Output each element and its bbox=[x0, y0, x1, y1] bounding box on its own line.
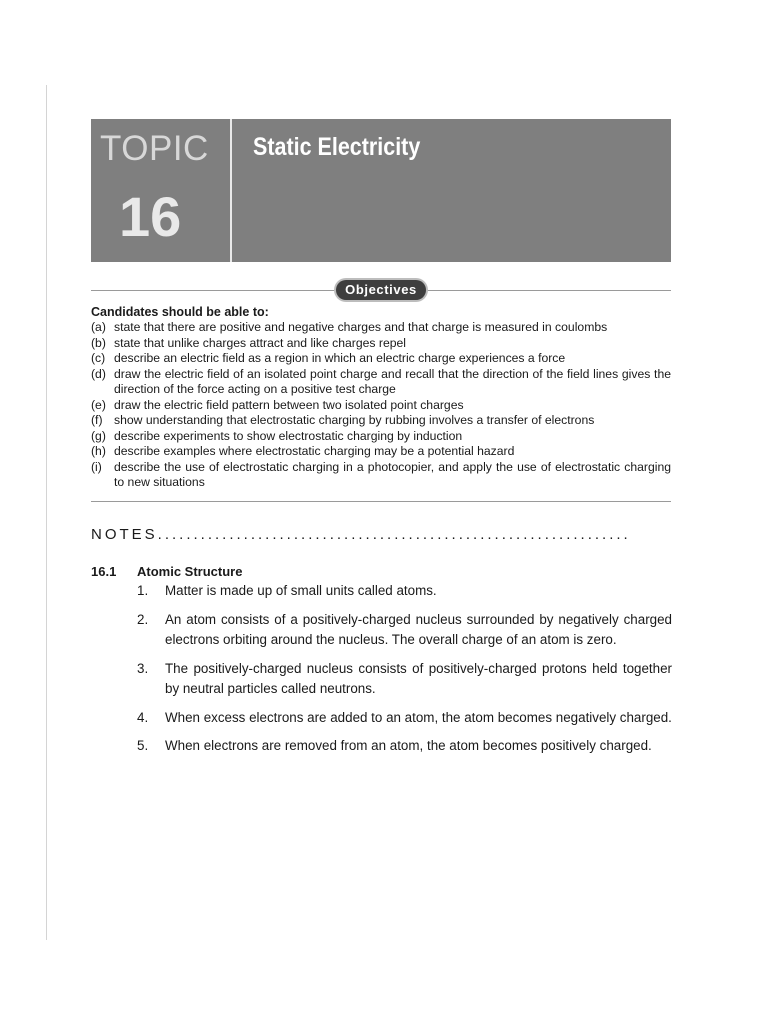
note-number: 3. bbox=[137, 660, 149, 676]
objective-text: state that unlike charges attract and like charges repel bbox=[114, 335, 406, 350]
objectives-divider bbox=[91, 280, 671, 300]
objective-item bbox=[91, 320, 671, 336]
objectives-badge: Objectives bbox=[336, 280, 426, 300]
objective-item bbox=[91, 336, 671, 352]
section-title: Atomic Structure bbox=[137, 564, 243, 579]
note-item bbox=[137, 736, 672, 757]
objective-item bbox=[91, 398, 671, 414]
objective-label: (g) bbox=[91, 428, 106, 443]
objective-label: (a) bbox=[91, 320, 106, 334]
objective-text: draw the electric field of an isolated point charge and recall that the direction of the field lines gives the direction of the force acting on a positive test charge bbox=[114, 366, 671, 396]
objective-text: describe examples where electrostatic charging may be a potential hazard bbox=[114, 444, 515, 458]
topic-title: Static Electricity bbox=[253, 133, 421, 161]
objective-label: (b) bbox=[91, 335, 106, 350]
note-text: Matter is made up of small units called atoms. bbox=[165, 583, 437, 598]
objective-label: (e) bbox=[91, 397, 106, 412]
objective-item bbox=[91, 444, 671, 460]
objective-label: (f) bbox=[91, 413, 103, 427]
note-number: 1. bbox=[137, 583, 149, 598]
note-item bbox=[137, 581, 672, 602]
topic-number: 16 bbox=[119, 185, 182, 248]
objective-text: show understanding that electrostatic charging by rubbing involves a transfer of electrons bbox=[114, 413, 595, 427]
objective-label: (c) bbox=[91, 351, 106, 365]
objective-text: describe the use of electrostatic charging in a photocopier, and apply the use of electrostatic charging to new situations bbox=[114, 459, 671, 489]
objectives-intro: Candidates should be able to: bbox=[91, 305, 269, 319]
objective-text: describe experiments to show electrostatic charging by induction bbox=[114, 428, 463, 443]
objective-item bbox=[91, 460, 671, 491]
topic-box bbox=[91, 119, 232, 262]
objective-label: (i) bbox=[91, 459, 102, 474]
objective-item bbox=[91, 367, 671, 398]
objectives-list bbox=[91, 320, 671, 491]
objective-label: (d) bbox=[91, 366, 106, 381]
objective-item bbox=[91, 429, 671, 445]
objective-label: (h) bbox=[91, 444, 106, 458]
note-number: 4. bbox=[137, 709, 149, 725]
section-number: 16.1 bbox=[91, 564, 117, 579]
page-margin-line bbox=[46, 85, 47, 940]
note-item bbox=[137, 708, 672, 729]
notes-heading: NOTES.................................................................. bbox=[91, 526, 631, 543]
objective-item bbox=[91, 351, 671, 367]
note-text: When excess electrons are added to an atom, the atom becomes negatively charged. bbox=[165, 709, 672, 725]
objective-text: draw the electric field pattern between two isolated point charges bbox=[114, 397, 464, 412]
objective-text: state that there are positive and negative charges and that charge is measured in coulombs bbox=[114, 320, 608, 334]
section-divider bbox=[91, 501, 671, 502]
note-item bbox=[137, 610, 672, 651]
note-text: The positively-charged nucleus consists of positively-charged protons held together by neutral particles called neutrons. bbox=[165, 660, 672, 696]
note-item bbox=[137, 659, 672, 700]
objective-item bbox=[91, 413, 671, 429]
objective-text: describe an electric field as a region in which an electric charge experiences a force bbox=[114, 351, 566, 365]
topic-header bbox=[91, 119, 671, 262]
note-number: 2. bbox=[137, 611, 149, 627]
note-text: An atom consists of a positively-charged nucleus surrounded by negatively charged electrons orbiting around the nucleus. The overall charge of an atom is zero. bbox=[165, 611, 672, 647]
notes-list bbox=[137, 581, 672, 765]
note-number: 5. bbox=[137, 738, 149, 753]
note-text: When electrons are removed from an atom, the atom becomes positively charged. bbox=[165, 738, 652, 753]
topic-word: TOPIC bbox=[100, 129, 209, 168]
